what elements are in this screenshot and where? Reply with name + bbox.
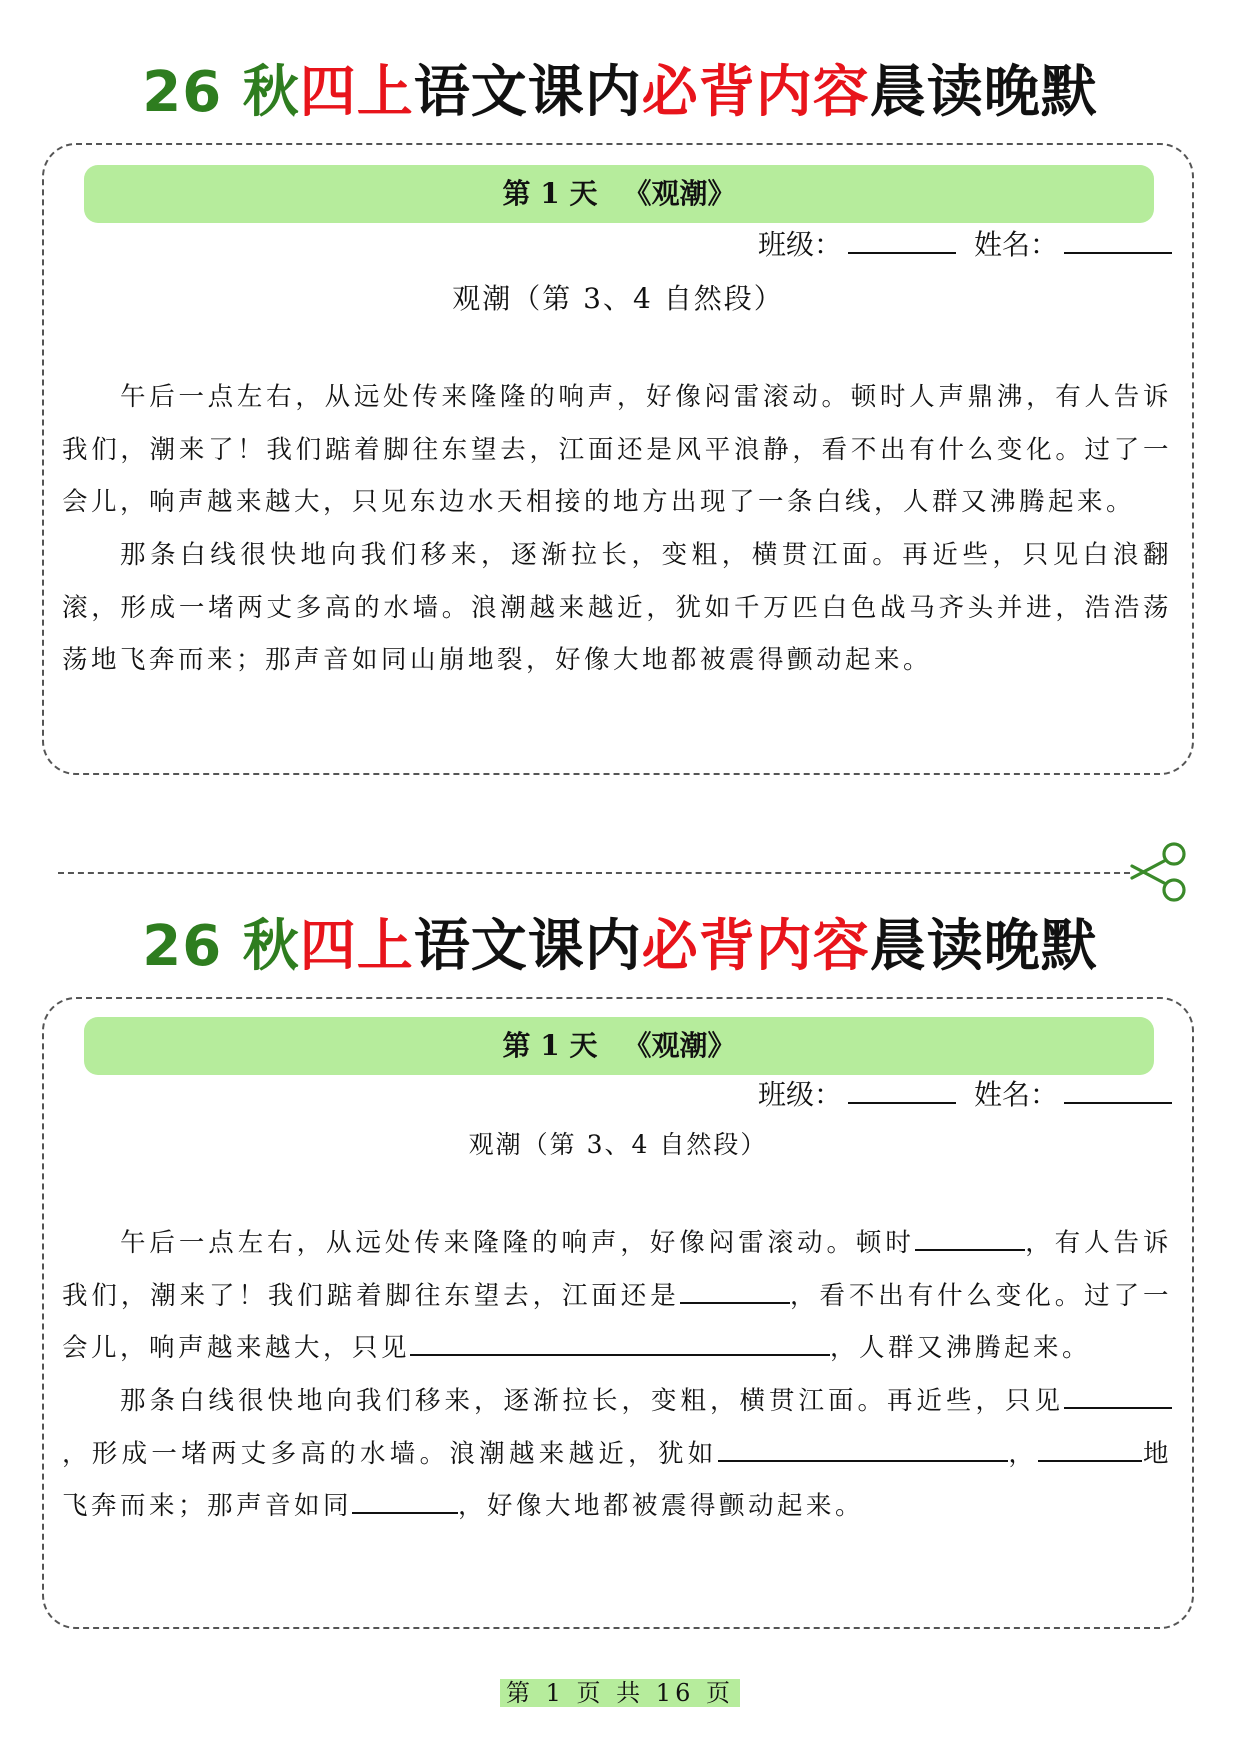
dictation-text: 那条白线很快地向我们移来，逐渐拉长，变粗，横贯江面。再近些，只见 [120, 1386, 1064, 1416]
dictation-text: ，看不出有什么变化。过了一会儿，响声越来越大，只见 [62, 1280, 1172, 1363]
worksheet-card-reading [42, 143, 1194, 775]
student-info [758, 225, 1172, 265]
fill-blank-6[interactable] [1038, 1436, 1142, 1462]
dictation-text: ， [1007, 1438, 1039, 1469]
passage-paragraph-2: 那条白线很快地向我们移来，逐渐拉长，变粗，横贯江面。再近些，只见白浪翻滚，形成一堵两丈多高的水墙。浪潮越来越近，犹如千万匹白色战马齐头并进，浩浩荡荡地飞奔而来；那声音如同山崩地裂，好像大地都被震得颤动起来。 [62, 540, 1172, 675]
title-part-routine: 晨读晚默 [869, 914, 1098, 979]
title-part-subject: 语文课内 [413, 914, 642, 979]
page-title-2 [0, 912, 1240, 982]
page-number [0, 1676, 1240, 1710]
title-part-must-recite: 必背内容 [641, 914, 870, 979]
student-info [758, 1075, 1172, 1115]
name-label: 姓名： [973, 228, 1058, 261]
passage-subtitle: 观潮（第 3、4 自然段） [452, 282, 784, 315]
cut-line [58, 872, 1130, 874]
fill-blank-5[interactable] [718, 1436, 1008, 1462]
fill-blank-7[interactable] [352, 1488, 458, 1514]
title-part-subject: 语文课内 [413, 60, 642, 125]
title-part-routine: 晨读晚默 [869, 60, 1098, 125]
fill-blank-3[interactable] [410, 1330, 830, 1356]
name-field[interactable] [1064, 1080, 1172, 1104]
fill-blank-2[interactable] [680, 1278, 790, 1304]
dictation-paragraph-1 [62, 1217, 1172, 1375]
title-part-semester: 26 秋 [142, 914, 300, 979]
worksheet-card-dictation [42, 997, 1194, 1629]
dictation-paragraph-2 [62, 1375, 1172, 1533]
class-label: 班级： [757, 228, 842, 261]
dictation-text: 午后一点左右，从远处传来隆隆的响声，好像闷雷滚动。顿时 [120, 1228, 915, 1258]
day-banner [84, 1017, 1154, 1075]
title-part-semester: 26 秋 [142, 60, 300, 125]
lesson-title: 《观潮》 [623, 1029, 736, 1062]
page-title [0, 58, 1240, 128]
title-part-grade: 四上 [299, 60, 414, 125]
class-field[interactable] [848, 1080, 956, 1104]
day-banner [84, 165, 1154, 223]
dictation-text: ，有人告诉我们，潮来了！我们踮着脚往东望去，江面还是 [62, 1228, 1172, 1311]
dictation-text: ，人群又沸腾起来。 [830, 1333, 1092, 1363]
fill-blank-4[interactable] [1064, 1383, 1172, 1409]
class-label: 班级： [757, 1078, 842, 1111]
name-field[interactable] [1064, 230, 1172, 254]
passage-subtitle: 观潮（第 3、4 自然段） [468, 1130, 768, 1159]
scissors-icon [1128, 840, 1192, 904]
name-label: 姓名： [973, 1078, 1058, 1111]
title-part-grade: 四上 [299, 914, 414, 979]
lesson-title: 《观潮》 [623, 177, 736, 210]
dictation-text: ，好像大地都被震得颤动起来。 [458, 1491, 865, 1521]
class-field[interactable] [848, 230, 956, 254]
day-label: 第 1 天 [502, 1029, 598, 1062]
passage-paragraph-1: 午后一点左右，从远处传来隆隆的响声，好像闷雷滚动。顿时人声鼎沸，有人告诉我们，潮来了！我们踮着脚往东望去，江面还是风平浪静，看不出有什么变化。过了一会儿，响声越来越大，只见东边水天相接的地方出现了一条白线，人群又沸腾起来。 [62, 382, 1172, 517]
dictation-text: ，形成一堵两丈多高的水墙。浪潮越来越近，犹如 [62, 1438, 718, 1469]
dictation-text: 地飞奔而来；那声音如同 [62, 1438, 1172, 1521]
fill-blank-1[interactable] [915, 1225, 1025, 1251]
day-label: 第 1 天 [502, 177, 598, 210]
page-number-label: 第 1 页 共 16 页 [500, 1679, 740, 1707]
title-part-must-recite: 必背内容 [641, 60, 870, 125]
